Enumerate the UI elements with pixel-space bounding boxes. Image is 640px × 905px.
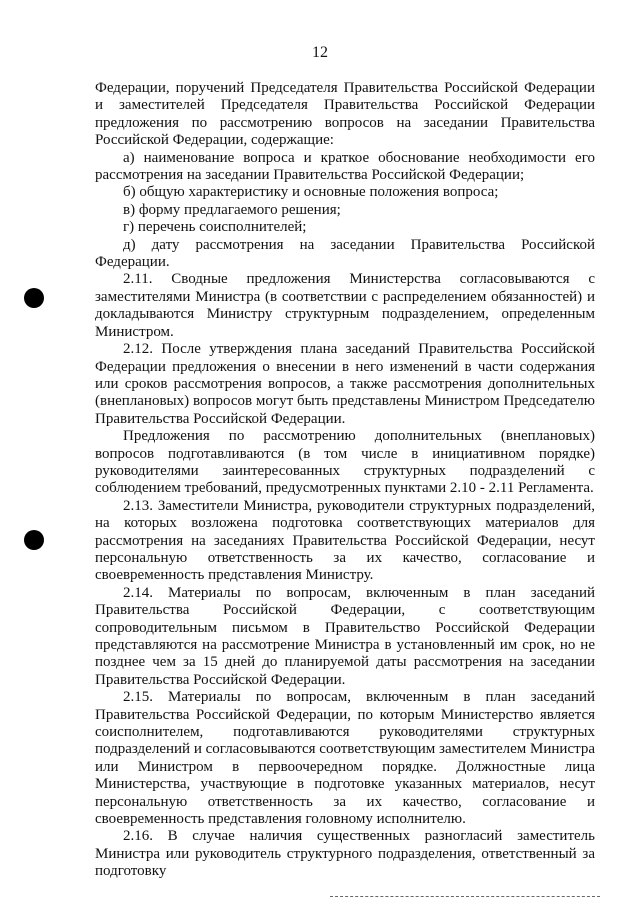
paragraph: 2.14. Материалы по вопросам, включенным в план заседаний Правительства Российской Федерации, с соответствующим сопроводительным письмом в Правительство Российской Федерации представляются на рассмотрение Министра в установленный им срок, но не позднее чем за 15 дней до планируемой даты рассмотрения на заседании Правительства Российской Федерации. xyxy=(95,584,595,688)
scan-edge-marks xyxy=(330,896,600,899)
punch-hole xyxy=(24,288,44,308)
punch-hole xyxy=(24,530,44,550)
document-body xyxy=(95,80,595,881)
paragraph: а) наименование вопроса и краткое обоснование необходимости его рассмотрения на заседании Правительства Российской Федерации; xyxy=(95,149,595,184)
paragraph: 2.15. Материалы по вопросам, включенным в план заседаний Правительства Российской Федерации, по которым Министерство является соисполнителем, подготавливаются руководителями структурных подразделений и согласовываются соответствующим заместителем Министра или Министром в первоочередном порядке. Должностные лица Министерства, участвующие в подготовке указанных материалов, несут персональную ответственность за их качество, согласование и своевременность представления головному исполнителю. xyxy=(95,689,595,828)
paragraph: 2.16. В случае наличия существенных разногласий заместитель Министра или руководитель структурного подразделения, ответственный за подготовку xyxy=(95,828,595,880)
paragraph: в) форму предлагаемого решения; xyxy=(123,201,341,218)
paragraph: д) дату рассмотрения на заседании Правительства Российской Федерации. xyxy=(95,236,595,271)
paragraph: г) перечень соисполнителей; xyxy=(123,219,307,236)
paragraph: 2.13. Заместители Министра, руководители структурных подразделений, на которых возложена подготовка соответствующих материалов для рассмотрения на заседаниях Правительства Российской Федерации, несут персональную ответственность за их качество, согласование и своевременность представления Министру. xyxy=(95,497,595,584)
paragraph: 2.11. Сводные предложения Министерства согласовываются с заместителями Министра (в соответствии с распределением обязанностей) и докладываются Министру структурным подразделением, определенным Министром. xyxy=(95,271,595,340)
paragraph: 2.12. После утверждения плана заседаний Правительства Российской Федерации предложения о внесении в него изменений в части содержания или сроков рассмотрения вопросов, а также рассмотрения дополнительных (внеплановых) вопросов могут быть представлены Министром Председателю Правительства Российской Федерации. xyxy=(95,341,595,427)
page-number: 12 xyxy=(312,44,328,61)
paragraph: б) общую характеристику и основные положения вопроса; xyxy=(123,184,499,201)
paragraph: Предложения по рассмотрению дополнительных (внеплановых) вопросов подготавливаются (в том числе в инициативном порядке) руководителями заинтересованных структурных подразделений с соблюдением требований, предусмотренных пунктами 2.10 - 2.11 Регламента. xyxy=(95,428,595,497)
paragraph: Федерации, поручений Председателя Правительства Российской Федерации и заместителей Председателя Правительства Российской Федерации предложения по рассмотрению вопросов на заседании Правительства Российской Федерации, содержащие: xyxy=(95,80,595,149)
